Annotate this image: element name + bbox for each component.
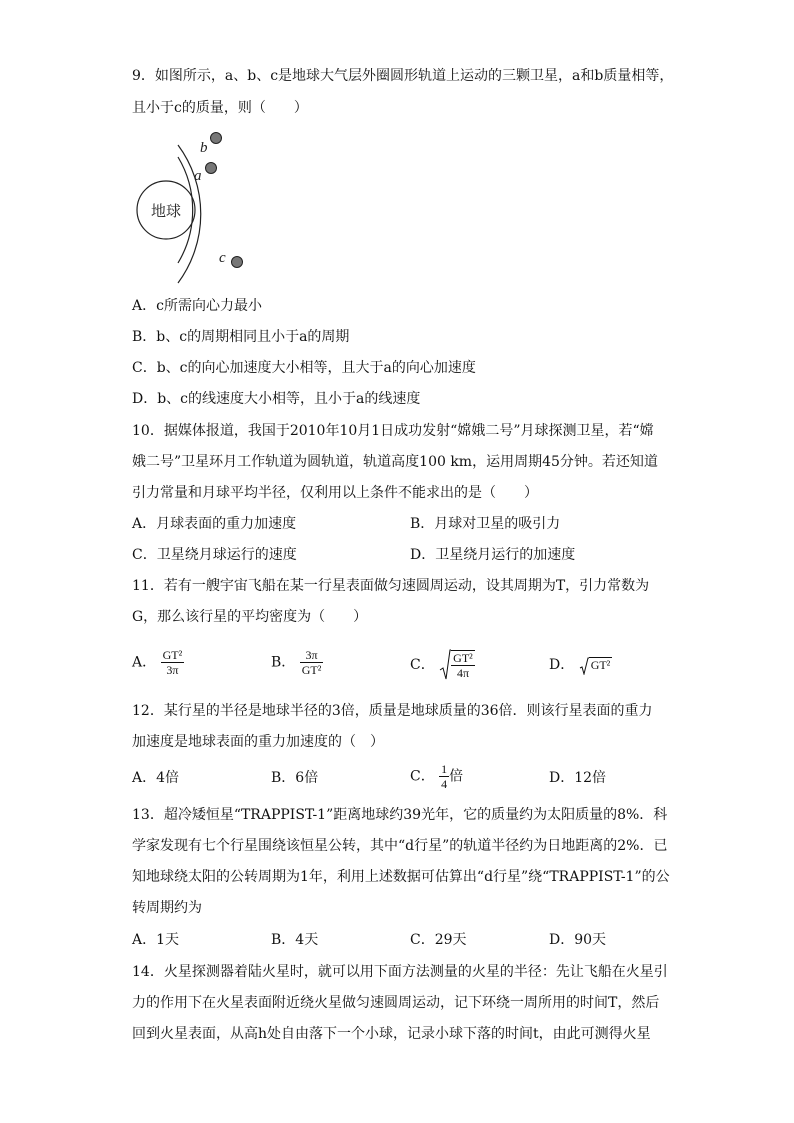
q11-a-denominator: 3π [166,663,179,677]
q9-option-a: A．c所需向心力最小 [132,298,262,314]
q9-text-line1: 9．如图所示，a、b、c是地球大气层外圈圆形轨道上运动的三颗卫星，a和b质量相等， [132,68,674,84]
q12-option-d: D．12倍 [549,770,607,786]
q12-text-line2: 加速度是地球表面的重力加速度的（ ） [132,734,384,750]
label-c: c [219,250,226,266]
q11-d-label: D． [549,657,575,674]
satellite-b [211,133,222,144]
q11-a-label: A． [132,654,157,671]
q13-text-line3: 知地球绕太阳的公转周期为1年，利用上述数据可估算出“d行星”绕“TRAPPIST-1”的公 [132,869,670,885]
q10-option-b: B．月球对卫星的吸引力 [410,516,561,532]
q10-text-line1: 10．据媒体报道，我国于2010年10月1日成功发射“嫦娥二号”月球探测卫星，若“嫦 [132,423,654,439]
q11-option-c [410,648,475,682]
q14-text-line1: 14．火星探测器着陆火星时，就可以用下面方法测量的火星的半径：先让飞船在火星引 [132,964,668,980]
q14-text-line3: 回到火星表面，从高h处自由落下一个小球，记录小球下落的时间t，由此可测得火星 [132,1026,651,1042]
q13-option-a: A．1天 [132,932,180,948]
q11-c-sqrt [439,648,475,682]
q10-option-c: C．卫星绕月球运行的速度 [132,547,297,563]
q11-b-denominator: GT² [301,663,322,677]
q11-b-fraction [300,648,324,677]
q10-option-d: D．卫星绕月运行的加速度 [410,547,576,563]
orbit-diagram-svg [130,128,280,288]
q13-text-line2: 学家发现有七个行星围绕该恒星公转，其中“d行星”的轨道半径约为日地距离的2%．已 [132,838,668,854]
q11-c-numerator: GT² [453,651,473,665]
q12-c-label: C． [410,768,435,785]
q10-text-line3: 引力常量和月球平均半径，仅利用以上条件不能求出的是（ ） [132,485,538,501]
q10-option-a: A．月球表面的重力加速度 [132,516,297,532]
q11-text-line2: G，那么该行星的平均密度为（ ） [132,609,368,625]
sqrt-sign-icon [439,648,451,682]
q12-option-c [410,762,463,791]
earth-label: 地球 [150,202,182,220]
q13-text-line1: 13．超冷矮恒星“TRAPPIST-1”距离地球约39光年，它的质量约为太阳质量的8%．科 [132,807,668,823]
satellite-a [206,163,217,174]
q11-d-sqrt [579,655,613,675]
q11-option-a [132,648,184,677]
q11-text-line1: 11．若有一艘宇宙飞船在某一行星表面做匀速圆周运动，设其周期为T，引力常数为 [132,578,650,594]
q13-option-d: D．90天 [549,932,607,948]
q12-c-suffix: 倍 [449,768,464,785]
q9-text-line2: 且小于c的质量，则（ ） [132,100,308,116]
q11-b-numerator: 3π [300,648,324,663]
q11-d-radicand: GT² [590,658,611,672]
q13-option-b: B．4天 [271,932,319,948]
q14-text-line2: 力的作用下在火星表面附近绕火星做匀速圆周运动，记下环绕一周所用的时间T，然后 [132,995,660,1011]
sqrt-sign-icon [579,657,589,675]
q9-option-d: D．b、c的线速度大小相等，且小于a的线速度 [132,391,421,407]
q11-option-b [271,648,323,677]
outer-orbit [178,145,201,283]
satellite-orbit-diagram [130,128,280,292]
q12-c-numerator: 1 [441,762,448,776]
q11-c-label: C． [410,657,435,673]
label-a: a [194,168,202,184]
q13-option-c: C．29天 [410,932,467,948]
q11-b-label: B． [271,654,296,671]
q11-a-numerator: GT² [162,648,183,662]
q9-option-c: C．b、c的向心加速度大小相等，且大于a的向心加速度 [132,360,476,376]
q12-option-b: B．6倍 [271,770,319,786]
satellite-c [232,257,243,268]
q11-c-denominator: 4π [456,666,469,680]
q12-c-fraction [439,762,449,791]
q12-c-denominator: 4 [441,777,448,791]
q12-text-line1: 12．某行星的半径是地球半径的3倍，质量是地球质量的36倍．则该行星表面的重力 [132,703,653,719]
q11-option-d [549,655,612,675]
q11-a-fraction [161,648,185,677]
q10-text-line2: 娥二号”卫星环月工作轨道为圆轨道，轨道高度100 km，运用周期45分钟。若还知道 [132,454,658,470]
label-b: b [200,140,208,156]
q12-option-a: A．4倍 [132,770,180,786]
q11-c-fraction [451,650,475,680]
q9-option-b: B．b、c的周期相同且小于a的周期 [132,329,350,345]
q13-text-line4: 转周期约为 [132,900,202,916]
